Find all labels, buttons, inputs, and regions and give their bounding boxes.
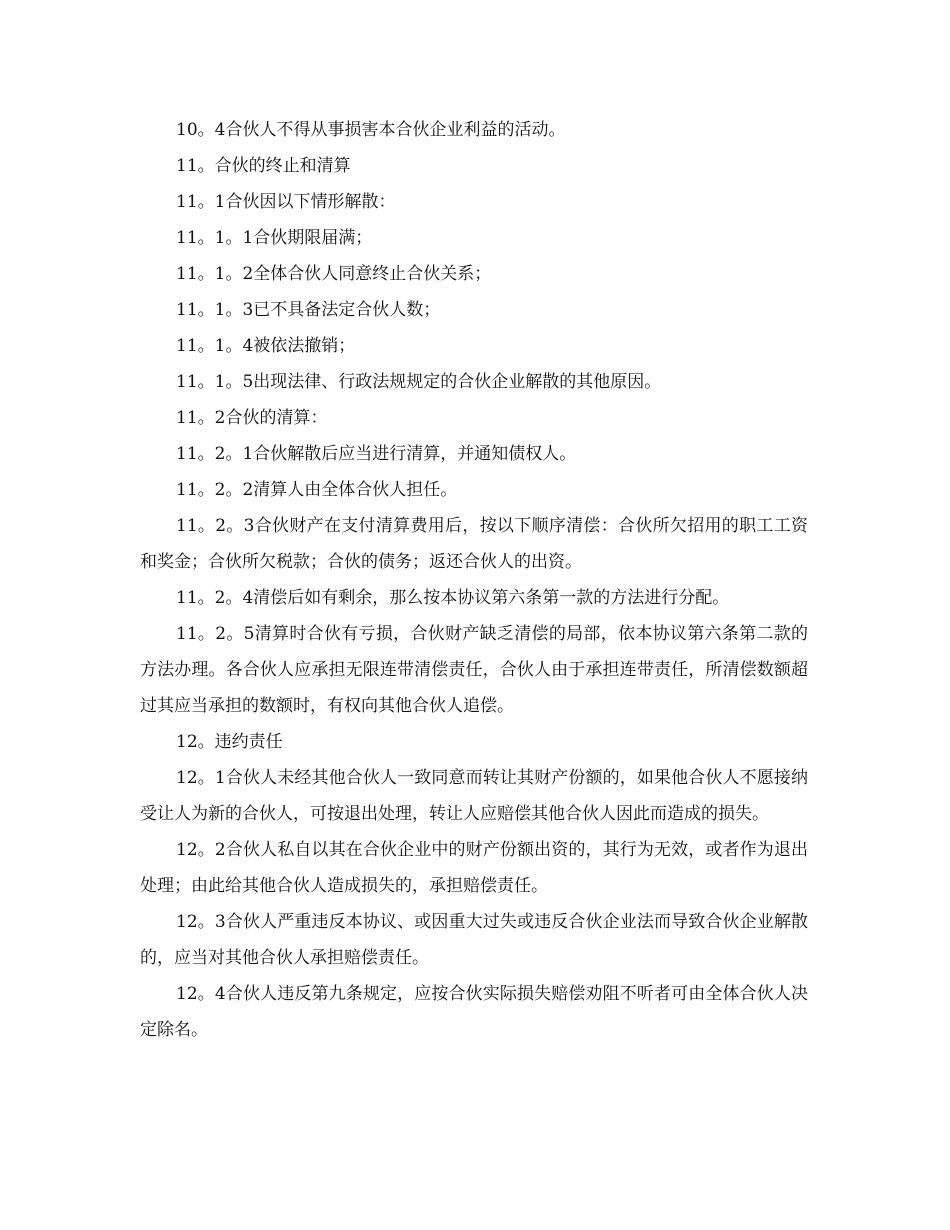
- clause-12-2: 12。2合伙人私自以其在合伙企业中的财产份额出资的，其行为无效，或者作为退出处理；由此给其他合伙人造成损失的，承担赔偿责任。: [140, 840, 808, 896]
- clause-11-1-2: 11。1。2全体合伙人同意终止合伙关系；: [176, 264, 492, 284]
- clause-11-1-4: 11。1。4被依法撤销；: [176, 336, 356, 356]
- clause-11-2-4: 11。2。4清偿后如有剩余，那么按本协议第六条第一款的方法进行分配。: [176, 588, 730, 608]
- clause-12-1: 12。1合伙人未经其他合伙人一致同意而转让其财产份额的，如果他合伙人不愿接纳受让人为新的合伙人，可按退出处理，转让人应赔偿其他合伙人因此而造成的损失。: [140, 768, 808, 824]
- clause-11-1: 11。1合伙因以下情形解散：: [176, 192, 396, 212]
- clause-11-1-5: 11。1。5出现法律、行政法规规定的合伙企业解散的其他原因。: [176, 372, 662, 392]
- clause-11-2-5: 11。2。5清算时合伙有亏损，合伙财产缺乏清偿的局部，依本协议第六条第二款的方法办理。各合伙人应承担无限连带清偿责任，合伙人由于承担连带责任，所清偿数额超过其应当承担的数额时，有权向其他合伙人追偿。: [140, 624, 808, 716]
- section-11-heading: 11。合伙的终止和清算: [176, 156, 351, 176]
- clause-11-2-1: 11。2。1合伙解散后应当进行清算，并通知债权人。: [176, 444, 577, 464]
- clause-11-2-3: 11。2。3合伙财产在支付清算费用后，按以下顺序清偿：合伙所欠招用的职工工资和奖金；合伙所欠税款；合伙的债务；返还合伙人的出资。: [140, 516, 808, 572]
- clause-12-3: 12。3合伙人严重违反本协议、或因重大过失或违反合伙企业法而导致合伙企业解散的，应当对其他合伙人承担赔偿责任。: [140, 912, 808, 968]
- clause-11-2-2: 11。2。2清算人由全体合伙人担任。: [176, 480, 458, 500]
- clause-10-4: 10。4合伙人不得从事损害本合伙企业利益的活动。: [176, 120, 566, 140]
- section-12-heading: 12。违约责任: [176, 732, 283, 752]
- clause-11-2: 11。2合伙的清算：: [176, 408, 328, 428]
- clause-12-4: 12。4合伙人违反第九条规定，应按合伙实际损失赔偿劝阻不听者可由全体合伙人决定除名。: [140, 984, 808, 1040]
- clause-11-1-1: 11。1。1合伙期限届满；: [176, 228, 373, 248]
- document-body: [140, 112, 808, 1048]
- clause-11-1-3: 11。1。3已不具备法定合伙人数；: [176, 300, 441, 320]
